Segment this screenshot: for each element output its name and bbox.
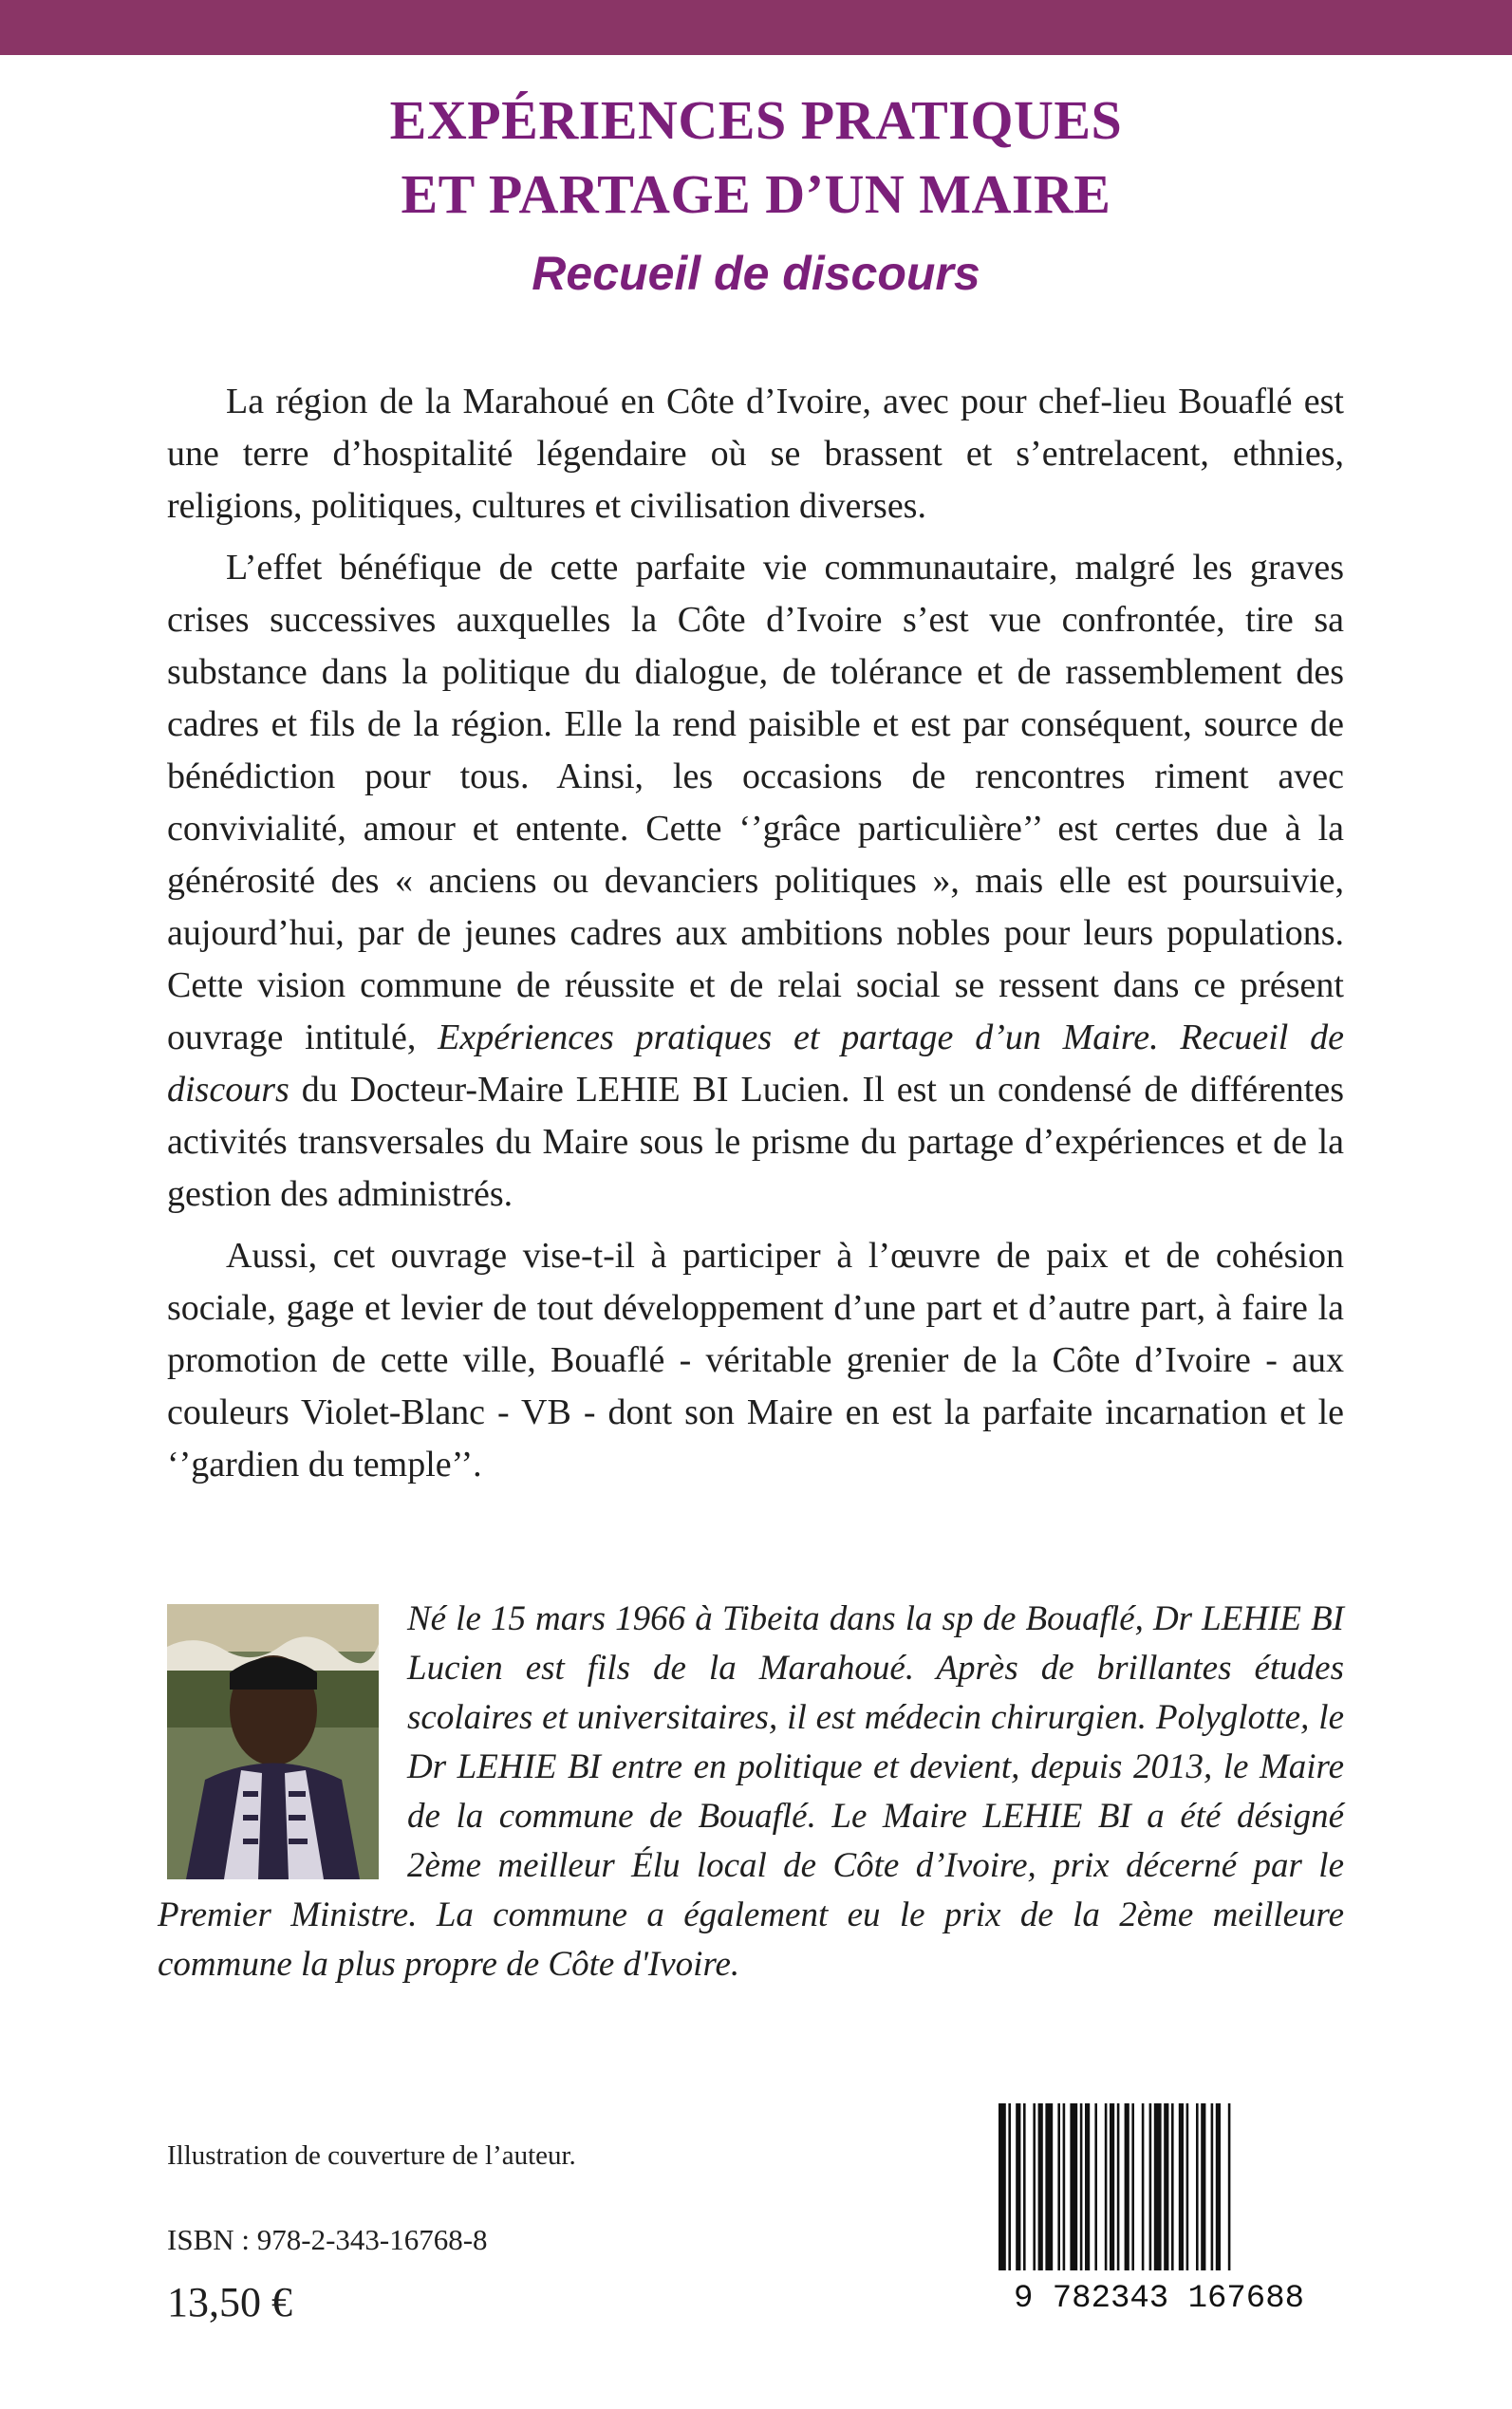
top-color-band xyxy=(0,0,1512,55)
author-portrait xyxy=(167,1604,379,1879)
price: 13,50 € xyxy=(167,2279,292,2325)
barcode-digits: 9 782343 167688 xyxy=(1013,2281,1305,2314)
illustration-credit: Illustration de couverture de l’auteur. xyxy=(167,2140,576,2171)
author-bio-text: Né le 15 mars 1966 à Tibeita dans la sp de Bouaflé, Dr LEHIE BI Lucien est fils de la Marahoué. Après de brillantes études scolaires et universitaires, il est médecin chirurgien. Polyglotte, le Dr LEHIE BI entre en politique et devient, depuis 2013, le Maire de la commune de Bouaflé. Le Maire LEHIE BI a été désigné 2ème meilleur Élu local de Côte d’Ivoire, prix décerné par le Premier Ministre. La commune a également eu le prix de la 2ème meilleure commune la plus propre de Côte d'Ivoire. xyxy=(158,1599,1344,1984)
title-line-1: EXPÉRIENCES PRATIQUES xyxy=(389,89,1123,151)
paragraph-2 xyxy=(167,542,1344,1221)
title-block xyxy=(0,84,1512,311)
paragraph-2-part-a: L’effet bénéfique de cette parfaite vie communautaire, malgré les graves crises successives auxquelles la Côte d’Ivoire s’est vue confrontée, tire sa substance dans la politique du dialogue, de tolérance et de rassemblement des cadres et fils de la région. Elle la rend paisible et est par conséquent, source de bénédiction pour tous. Ainsi, les occasions de rencontres riment avec convivialité, amour et entente. Cette ‘’grâce particulière’’ est certes due à la générosité des « anciens ou devanciers politiques », mais elle est poursuivie, aujourd’hui, par de jeunes cadres aux ambitions nobles pour leurs populations. Cette vision commune de réussite et de relai social se ressent dans ce présent ouvrage intitulé, xyxy=(167,548,1344,1057)
isbn: ISBN : 978-2-343-16768-8 xyxy=(167,2223,488,2256)
subtitle: Recueil de discours xyxy=(532,247,980,300)
book-title-italic: Expériences pratiques et partage d’un Maire. Recueil de discours xyxy=(167,1018,1344,1110)
paragraph-1: La région de la Marahoué en Côte d’Ivoire, avec pour chef-lieu Bouaflé est une terre d’hospitalité légendaire où se brassent et s’entrelacent, ethnies, religions, politiques, cultures et civilisation diverses. xyxy=(167,382,1344,526)
barcode xyxy=(978,2098,1340,2314)
paragraph-3: Aussi, cet ouvrage vise-t-il à participer à l’œuvre de paix et de cohésion sociale, gage et levier de tout développement d’une part et d’autre part, à faire la promotion de cette ville, Bouaflé - véritable grenier de la Côte d’Ivoire - aux couleurs Violet-Blanc - VB - dont son Maire en est la parfaite incarnation et le ‘’gardien du temple’’. xyxy=(167,1236,1344,1485)
back-cover-text xyxy=(167,376,1344,1501)
author-bio xyxy=(158,1595,1344,1989)
title-line-2: ET PARTAGE D’UN MAIRE xyxy=(401,163,1111,225)
paragraph-2-part-b: du Docteur-Maire LEHIE BI Lucien. Il est un condensé de différentes activités transversales du Maire sous le prisme du partage d’expériences et de la gestion des administrés. xyxy=(167,1070,1344,1214)
